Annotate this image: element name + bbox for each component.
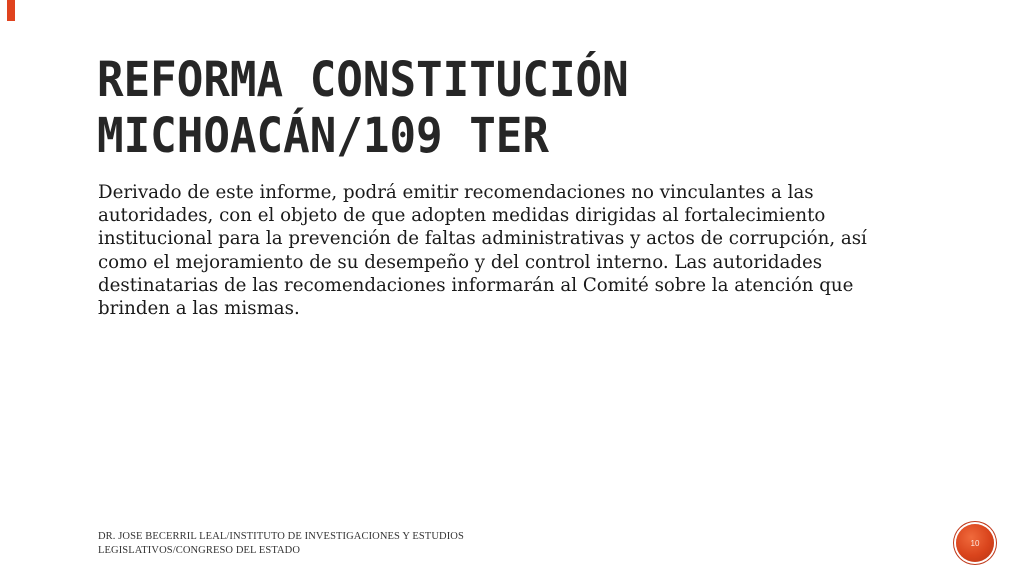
slide-footer: DR. JOSE BECERRIL LEAL/INSTITUTO DE INVESTIGACIONES Y ESTUDIOS LEGISLATIVOS/CONGRESO DEL ESTADO xyxy=(98,531,464,556)
slide-title: REFORMA CONSTITUCIÓN MICHOACÁN/109 TER xyxy=(97,52,629,164)
slide-body-text: Derivado de este informe, podrá emitir recomendaciones no vinculantes a las autoridades, con el objeto de que adopten medidas dirigidas al fortalecimiento institucional para la prevención de faltas administrativas y actos de corrupción, así como el mejoramiento de su desempeño y del control interno. Las autoridades destinatarias de las recomendaciones informarán al Comité sobre la atención que brinden a las mismas. xyxy=(98,182,867,320)
page-number-badge xyxy=(956,524,994,562)
corner-accent-mark xyxy=(7,0,15,21)
page-number: 10 xyxy=(970,538,980,548)
